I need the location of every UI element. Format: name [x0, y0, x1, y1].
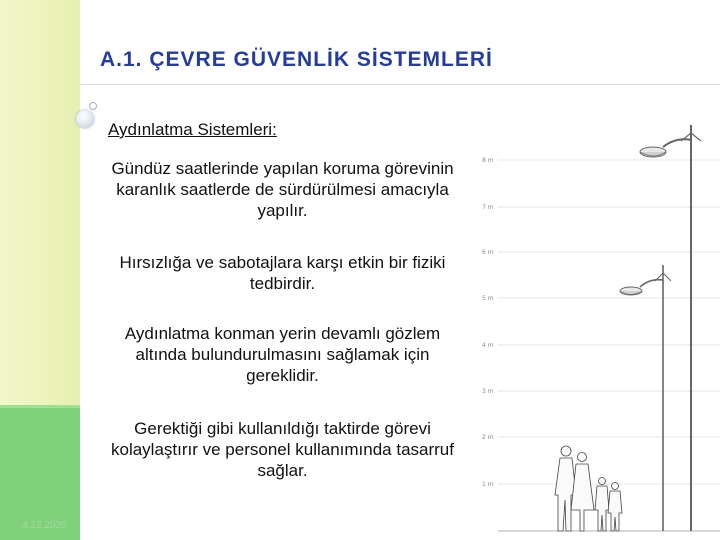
people-silhouettes [555, 446, 622, 531]
svg-text:5 m: 5 m [482, 295, 494, 302]
decorative-bubble-large [76, 110, 94, 128]
svg-text:2 m: 2 m [482, 434, 494, 441]
tall-street-lamp [640, 125, 701, 531]
scale-mark-4m [482, 342, 720, 349]
height-scale [482, 157, 720, 488]
paragraph-purpose: Gündüz saatlerinde yapılan koruma görevinin karanlık saatlerde de sürdürülmesi amacıyla yapılır. [111, 159, 454, 220]
paragraph-efficiency: Gerektiği gibi kullanıldığı taktirde görevi kolaylaştırır ve personel kullanımında tasarruf sağlar. [111, 419, 454, 480]
scale-mark-3m [482, 388, 720, 395]
scale-mark-8m [482, 157, 720, 164]
slide-title: A.1. ÇEVRE GÜVENLİK SİSTEMLERİ [100, 48, 493, 71]
street-light-height-figure [478, 115, 720, 540]
svg-text:8 m: 8 m [482, 157, 494, 164]
footer-date: 4.12.2020 [22, 520, 67, 531]
section-subtitle: Aydınlatma Sistemleri: [108, 120, 277, 139]
decorative-bubble-small [89, 102, 97, 110]
svg-text:6 m: 6 m [482, 249, 494, 256]
title-divider [80, 84, 720, 85]
scale-mark-7m [482, 204, 720, 211]
paragraph-observation: Aydınlatma konman yerin devamlı gözlem altında bulundurulmasını sağlamak için gereklidir. [124, 324, 441, 385]
svg-text:1 m: 1 m [482, 481, 494, 488]
scale-mark-2m [482, 434, 720, 441]
svg-text:4 m: 4 m [482, 342, 494, 349]
svg-text:7 m: 7 m [482, 204, 494, 211]
scale-mark-6m [482, 249, 720, 256]
left-decorative-bar [0, 0, 80, 405]
short-street-lamp [620, 265, 671, 531]
scale-mark-5m [482, 295, 720, 302]
svg-text:3 m: 3 m [482, 388, 494, 395]
paragraph-measure: Hırsızlığa ve sabotajlara karşı etkin bir fiziki tedbirdir. [119, 253, 446, 293]
